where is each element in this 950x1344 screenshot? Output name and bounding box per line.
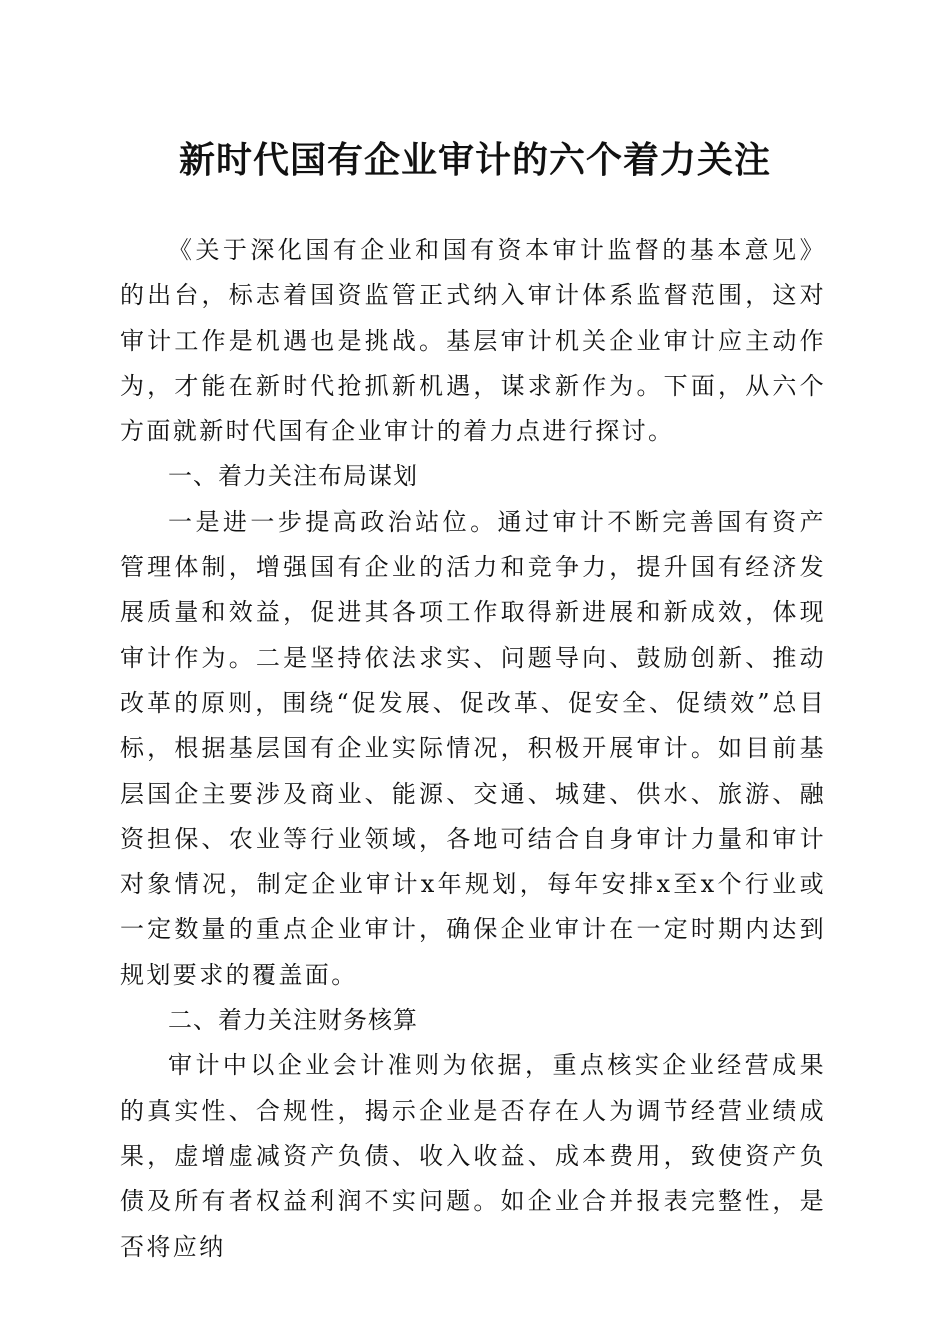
section-paragraph-2: 审计中以企业会计准则为依据，重点核实企业经营成果的真实性、合规性，揭示企业是否存在人为调节经营业绩成果，虚增虚减资产负债、收入收益、成本费用，致使资产负债及所有者权益利润不实问题。如企业合并报表完整性，是否将应纳 — [120, 1051, 826, 1261]
section-heading-2: 二、着力关注财务核算 — [168, 1006, 418, 1035]
document-body — [120, 228, 826, 1270]
document-title: 新时代国有企业审计的六个着力关注 — [178, 139, 771, 181]
intro-paragraph: 《关于深化国有企业和国有资本审计监督的基本意见》的出台，标志着国资监管正式纳入审计体系监督范围，这对审计工作是机遇也是挑战。基层审计机关企业审计应主动作为，才能在新时代抢抓新机遇，谋求新作为。下面，从六个方面就新时代国有企业审计的着力点进行探讨。 — [120, 236, 826, 446]
section-paragraph-1: 一是进一步提高政治站位。通过审计不断完善国有资产管理体制，增强国有企业的活力和竞争力，提升国有经济发展质量和效益，促进其各项工作取得新进展和新成效，体现审计作为。二是坚持依法求实、问题导向、鼓励创新、推动改革的原则，围绕“促发展、促改革、促安全、促绩效”总目标，根据基层国有企业实际情况，积极开展审计。如目前基层国企主要涉及商业、能源、交通、城建、供水、旅游、融资担保、农业等行业领域，各地可结合自身审计力量和审计对象情况，制定企业审计x年规划，每年安排x至x个行业或一定数量的重点企业审计，确保企业审计在一定时期内达到规划要求的覆盖面。 — [120, 507, 826, 989]
section-heading-1: 一、着力关注布局谋划 — [168, 462, 418, 491]
